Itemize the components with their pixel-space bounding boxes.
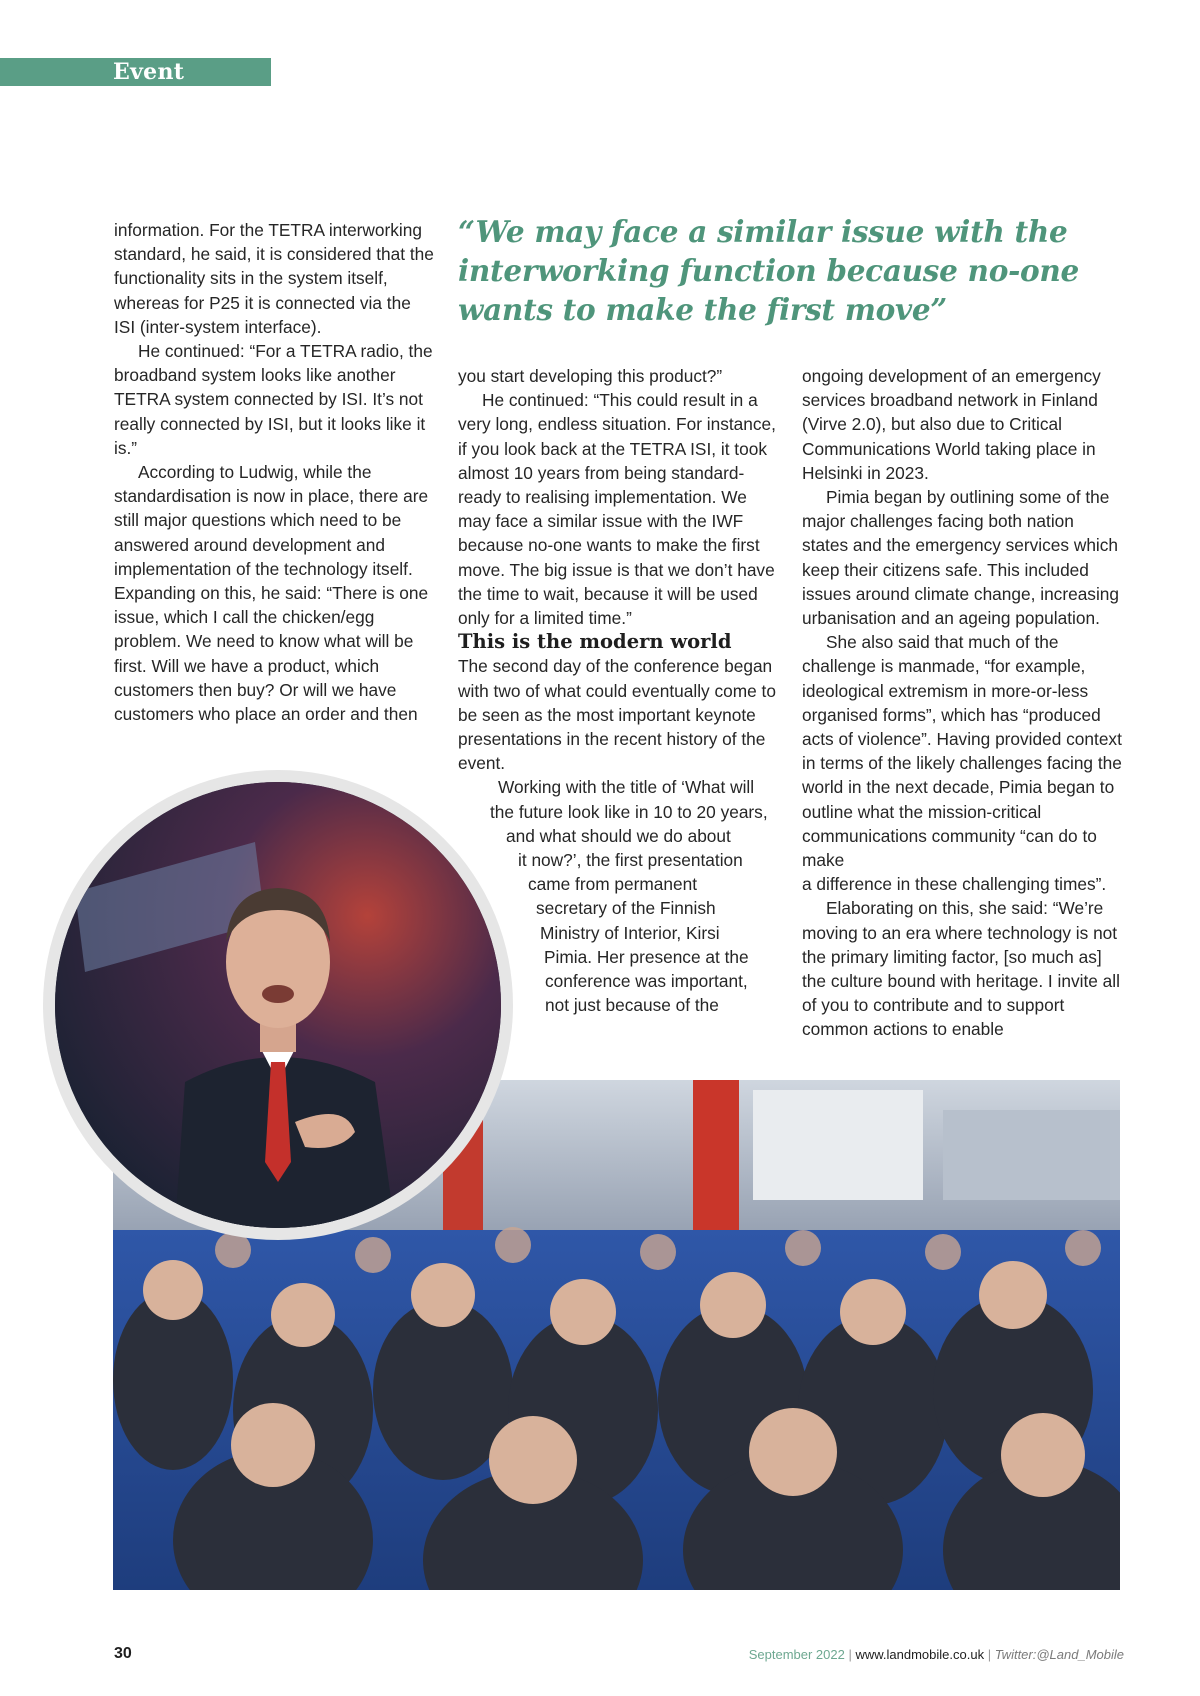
paragraph: She also said that much of the challenge is manmade, “for example, ideological extremism in more-or-less organised forms”, which has “produced acts of violence”. Having provided context in terms of the likely challenges facing the world in the next decade, Pimia began to outline what the mission-critical communications community “can do to make [802,632,1122,871]
text-line: secretary of the Finnish [536,898,716,919]
paragraph: He continued: “This could result in a very long, endless situation. For instance, if you look back at the TETRA ISI, it took almost 10 years from being standard-ready to realising implementation. We may face a similar issue with the IWF because no-one wants to make the first move. The big issue is that we don’t have the time to wait, because it will be used only for a limited time.” [458,390,776,629]
paragraph: The second day of the conference began with two of what could eventually come to be seen as the most important keynote presentations in the recent history of the event. [458,656,776,774]
text-line: came from permanent [528,874,698,895]
speaker-photo [43,770,513,1240]
issue-date: September 2022 [748,1647,845,1662]
article-column-3 [802,364,1124,1042]
text-line: and what should we do about [506,825,731,846]
website-link[interactable]: www.landmobile.co.uk [855,1647,985,1662]
speaker-illustration [55,782,501,1228]
paragraph: you start developing this product?” [458,366,723,386]
footer-info: September 2022 | www.landmobile.co.uk | Twitter:@Land_Mobile [748,1647,1124,1662]
page-number: 30 [114,1645,132,1662]
paragraph: ongoing development of an emergency services broadband network in Finland (Virve 2.0), but also due to Critical Communications World taking place in Helsinki in 2023. [802,366,1101,483]
text-line: it now?’, the first presentation [518,850,743,871]
paragraph: He continued: “For a TETRA radio, the broadband system looks like another TETRA system connected by ISI. It’s not really connected by ISI, but it looks like it is.” [114,341,433,458]
text-line: Working with the title of ‘What will [498,777,755,798]
article-column-1 [114,218,434,726]
text-line: not just because of the [545,995,719,1016]
paragraph: information. For the TETRA interworking standard, he said, it is considered that the functionality sits in the system itself, whereas for P25 it is connected via the ISI (inter-system interface). [114,220,434,337]
paragraph: According to Ludwig, while the standardisation is now in place, there are still major questions which need to be answered around development and implementation of the technology itself. Expanding on this, he said: “There is one issue, which I call the chicken/egg problem. We need to know what will be first. Will we have a product, which customers then buy? Or will we have customers who place an order and then [114,462,429,725]
paragraph: a difference in these challenging times”. [802,874,1107,895]
article-column-2 [458,364,780,1017]
text-line: the future look like in 10 to 20 years, [490,801,768,822]
text-line: Pimia. Her presence at the [544,946,749,967]
pull-quote: “We may face a similar issue with the interworking function because no-one wants to make the first move” [458,214,1080,327]
paragraph: Pimia began by outlining some of the major challenges facing both nation states and the emergency services which keep their citizens safe. This included issues around climate change, increasing urbanisation and an ageing population. [802,487,1120,629]
paragraph: Elaborating on this, she said: “We’re moving to an era where technology is not the primary limiting factor, [so much as] the culture bound with heritage. I invite all of you to contribute and to support common actions to enable [802,898,1120,1040]
subheading: This is the modern world [458,630,732,654]
text-line: Ministry of Interior, Kirsi [540,922,720,943]
text-line: conference was important, [545,971,748,992]
twitter-handle[interactable]: Twitter:@Land_Mobile [994,1647,1124,1662]
section-label: Event report [0,58,271,86]
